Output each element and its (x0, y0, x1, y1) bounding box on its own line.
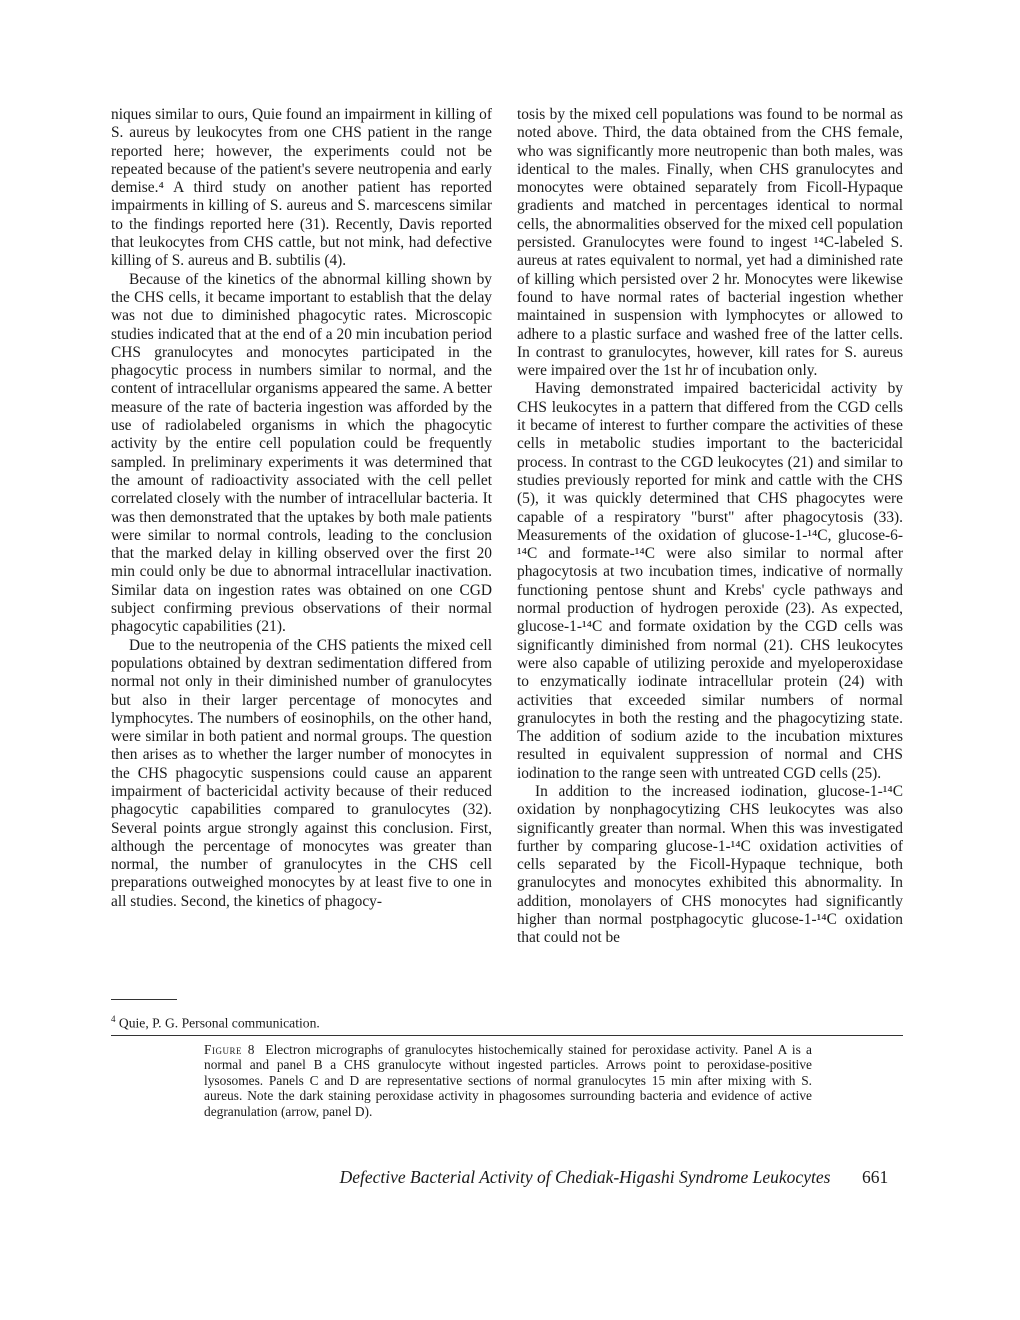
paragraph: niques similar to ours, Quie found an impairment in killing of S. aureus by leukocytes from one CHS patient in the range reported here; however, the experiments could not be repeated because of the patient's severe neutropenia and early demise.⁴ A third study on another patient has reported impairments in killing of S. aureus and S. marcescens similar to the findings reported here (31). Recently, Davis reported that leukocytes from CHS cattle, but not mink, had defective killing of S. aureus and B. subtilis (4). (111, 106, 492, 270)
figure-caption (204, 1042, 812, 1119)
footnote-text: Quie, P. G. Personal communication. (118, 1015, 320, 1031)
paragraph: tosis by the mixed cell populations was found to be normal as noted above. Third, the data obtained from the CHS female, who was significantly more neutropenic than both males, was identical to the males. Finally, when CHS granulocytes and monocytes were obtained separately from Ficoll-Hypaque gradients and matched in percentages identical to normal cells, the abnormalities observed for the mixed cell population persisted. Granulocytes were found to ingest ¹⁴C-labeled S. aureus at rates equivalent to normal, yet had a diminished rate of killing which persisted over 2 hr. Monocytes were likewise found to have normal rates of bacterial ingestion whether maintained in suspension with lymphocytes or allowed to adhere to a plastic surface and washed free of the latter cells. In contrast to granulocytes, however, kill rates for S. aureus were impaired over the 1st hr of incubation only. (517, 106, 903, 380)
footnote (111, 1011, 492, 1032)
figure-label: Figure 8 (204, 1042, 255, 1057)
footnote-divider (111, 999, 177, 1000)
right-text-column (517, 106, 903, 948)
paragraph: Having demonstrated impaired bactericidal activity by CHS leukocytes in a pattern that differed from the CGD cells it became of interest to further compare the activities of these cells in metabolic studies important to the bactericidal process. In contrast to the CGD leukocytes (21) and similar to studies previously reported for mink and cattle with the CHS (5), it was quickly determined that CHS phagocytes were capable of a respiratory "burst" after phagocytosis (33). Measurements of the oxidation of glucose-1-¹⁴C, glucose-6-¹⁴C and formate-¹⁴C were also similar to normal after phagocytosis at two incubation times, indicative of normally functioning pentose shunt and Krebs' cycle pathways and normal production of hydrogen peroxide (23). As expected, glucose-1-¹⁴C and formate oxidation by the CGD cells was significantly diminished from normal (21). CHS leukocytes were also capable of utilizing peroxide and myeloperoxidase to enzymatically iodinate intracellular protein (24) with activities that exceeded similar numbers of normal granulocytes in both the resting and the phagocytizing state. The addition of sodium azide to the incubation mixtures resulted in equivalent suppression of normal and CHS iodination to the range seen with untreated CGD cells (25). (517, 380, 903, 782)
paragraph: Because of the kinetics of the abnormal killing shown by the CHS cells, it became important to establish that the delay was not due to diminished phagocytic rates. Microscopic studies indicated that at the end of a 20 min incubation period CHS granulocytes and monocytes participated in the phagocytic process in numbers similar to normal, and the content of intracellular organisms appeared the same. A better measure of the rate of bacteria ingestion was afforded by the use of radiolabeled organisms in which the phagocytic activity by the entire cell population could be frequently sampled. In preliminary experiments it was determined that the amount of radioactivity associated with the cell pellet correlated closely with the number of intracellular bacteria. It was then demonstrated that the uptakes by both male patients were similar to normal controls, leading to the conclusion that the marked delay in killing observed over the first 20 min could only be due to abnormal intracellular inactivation. Similar data on ingestion rates was obtained on one CGD subject confirming previous observations of their normal phagocytic capabilities (21). (111, 270, 492, 636)
footnote-marker: 4 (111, 1014, 116, 1024)
left-text-column (111, 106, 492, 911)
page-number: 661 (862, 1167, 889, 1187)
paragraph: In addition to the increased iodination, glucose-1-¹⁴C oxidation by nonphagocytizing CHS leukocytes was also significantly greater than normal. When this was investigated further by comparing glucose-1-¹⁴C oxidation activities of cells separated by the Ficoll-Hypaque technique, both granulocytes and monocytes exhibited this abnormality. In addition, monolayers of CHS monocytes had significantly higher than normal postphagocytic glucose-1-¹⁴C oxidation that could not be (517, 782, 903, 947)
figure-caption-text: Electron micrographs of granulocytes histochemically stained for peroxidase activity. Panel A is a normal and panel B a CHS granulocyte without ingested particles. Arrows point to peroxidase-positive lysosomes. Panels C and D are representative sections of normal granulocytes 15 min after mixing with S. aureus. Note the dark staining peroxidase activity in phagosomes surrounding bacteria and evidence of active degranulation (arrow, panel D). (204, 1042, 812, 1119)
figure-divider (111, 1035, 903, 1036)
paragraph: Due to the neutropenia of the CHS patients the mixed cell populations obtained by dextran sedimentation differed from normal not only in their diminished number of granulocytes but also in their larger percentage of monocytes and lymphocytes. The numbers of eosinophils, on the other hand, were similar in both patient and normal groups. The question then arises as to whether the larger number of monocytes in the CHS phagocytic suspensions could cause an apparent impairment of bactericidal activity because of their reduced phagocytic capabilities compared to granulocytes (32). Several points argue strongly against this conclusion. First, although the percentage of monocytes was greater than normal, the number of granulocytes in the CHS cell preparations outweighed monocytes by at least five to one in all studies. Second, the kinetics of phagocy- (111, 636, 492, 910)
running-footer: Defective Bacterial Activity of Chediak-Higashi Syndrome Leukocytes (339, 1167, 831, 1187)
